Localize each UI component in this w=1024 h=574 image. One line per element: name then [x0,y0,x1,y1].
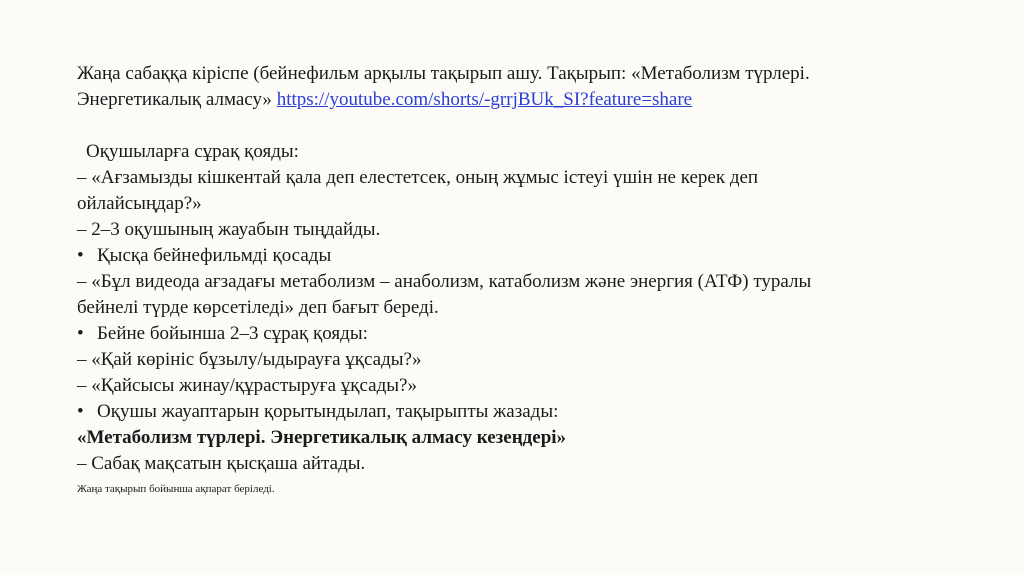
bullet-2-text: Бейне бойынша 2–3 сұрақ қояды: [97,323,368,344]
intro-text: Энергетикалық алмасу» [77,89,277,110]
bullet-icon: • [77,323,84,344]
lesson-aim: – Сабақ мақсатын қысқаша айтады. [77,453,366,474]
bullet-3 [77,399,977,425]
questions-heading: Оқушыларға сұрақ қояды: [86,141,299,162]
video-link[interactable]: https://youtube.com/shorts/-grrjBUk_SI?feature=share [276,89,693,110]
bullet-1-note-line-1: – «Бұл видеода ағзадағы метаболизм – анаболизм, катаболизм және энергия (АТФ) туралы [77,271,812,292]
bullet-2 [77,321,977,347]
question-1-line-2: ойлайсыңдар?» [77,193,202,214]
topic-title: «Метаболизм түрлері. Энергетикалық алмасу кезеңдері» [77,427,567,448]
bullet-1-text: Қысқа бейнефильмді қосады [97,245,332,266]
bullet-3-text: Оқушы жауаптарын қорытындылап, тақырыпты жазады: [97,401,559,422]
intro-line-1: Жаңа сабаққа кіріспе (бейнефильм арқылы тақырып ашу. Тақырып: «Метаболизм түрлері. [77,63,810,84]
bullet-1-note-line-2: бейнелі түрде көрсетіледі» деп бағыт береді. [77,297,439,318]
question-1-line-1: – «Ағзамызды кішкентай қала деп елестетсек, оның жұмыс істеуі үшін не керек деп [77,167,759,188]
blank-line [77,113,977,139]
bullet-icon: • [77,401,84,422]
footnote: Жаңа тақырып бойынша ақпарат беріледі. [77,483,275,495]
bullet-2-question-1: – «Қай көрініс бұзылу/ыдырауға ұқсады?» [77,349,422,370]
listen-answers: – 2–3 оқушының жауабын тыңдайды. [77,219,381,240]
bullet-icon: • [77,245,84,266]
bullet-2-question-2: – «Қайсысы жинау/құрастыруға ұқсады?» [77,375,417,396]
slide-text-body [77,61,977,497]
bullet-1 [77,243,977,269]
intro-line-2 [77,87,977,113]
